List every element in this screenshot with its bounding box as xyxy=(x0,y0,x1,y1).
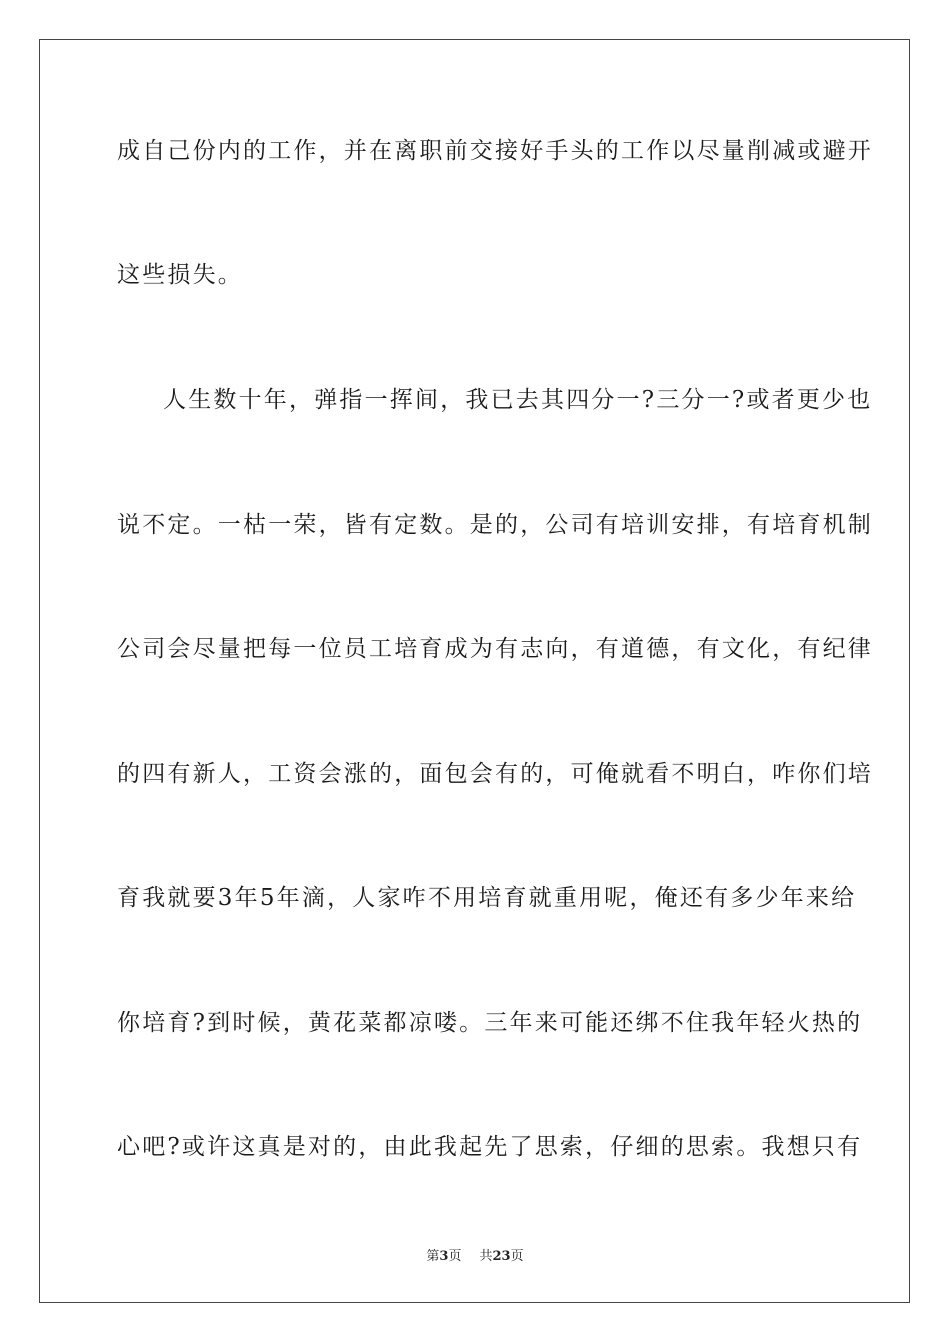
paragraph-line-8: 你培育?到时候，黄花菜都凉喽。三年来可能还绑不住我年轻火热的 xyxy=(117,1010,863,1036)
paragraph-line-3: 人生数十年，弹指一挥间，我已去其四分一?三分一?或者更少也 xyxy=(163,387,873,413)
page-footer xyxy=(0,1248,950,1266)
paragraph-line-6: 的四有新人，工资会涨的，面包会有的，可俺就看不明白，咋你们培 xyxy=(117,761,873,787)
total-suffix: 页 xyxy=(510,1249,524,1264)
paragraph-line-7: 育我就要3年5年滴，人家咋不用培育就重用呢，俺还有多少年来给 xyxy=(117,885,857,911)
total-prefix: 共 xyxy=(479,1249,493,1264)
page-border xyxy=(39,39,910,1303)
paragraph-line-4: 说不定。一枯一荣，皆有定数。是的，公司有培训安排，有培育机制 xyxy=(117,512,873,538)
page-prefix: 第 xyxy=(426,1249,440,1264)
paragraph-line-1: 成自己份内的工作，并在离职前交接好手头的工作以尽量削减或避开 xyxy=(117,138,873,164)
paragraph-line-5: 公司会尽量把每一位员工培育成为有志向，有道德，有文化，有纪律 xyxy=(117,636,873,662)
page-suffix: 页 xyxy=(448,1249,462,1264)
paragraph-line-9: 心吧?或许这真是对的，由此我起先了思索，仔细的思索。我想只有 xyxy=(117,1134,863,1160)
page-number: 3 xyxy=(439,1249,449,1264)
total-pages: 23 xyxy=(492,1249,511,1264)
paragraph-line-2: 这些损失。 xyxy=(117,262,243,288)
